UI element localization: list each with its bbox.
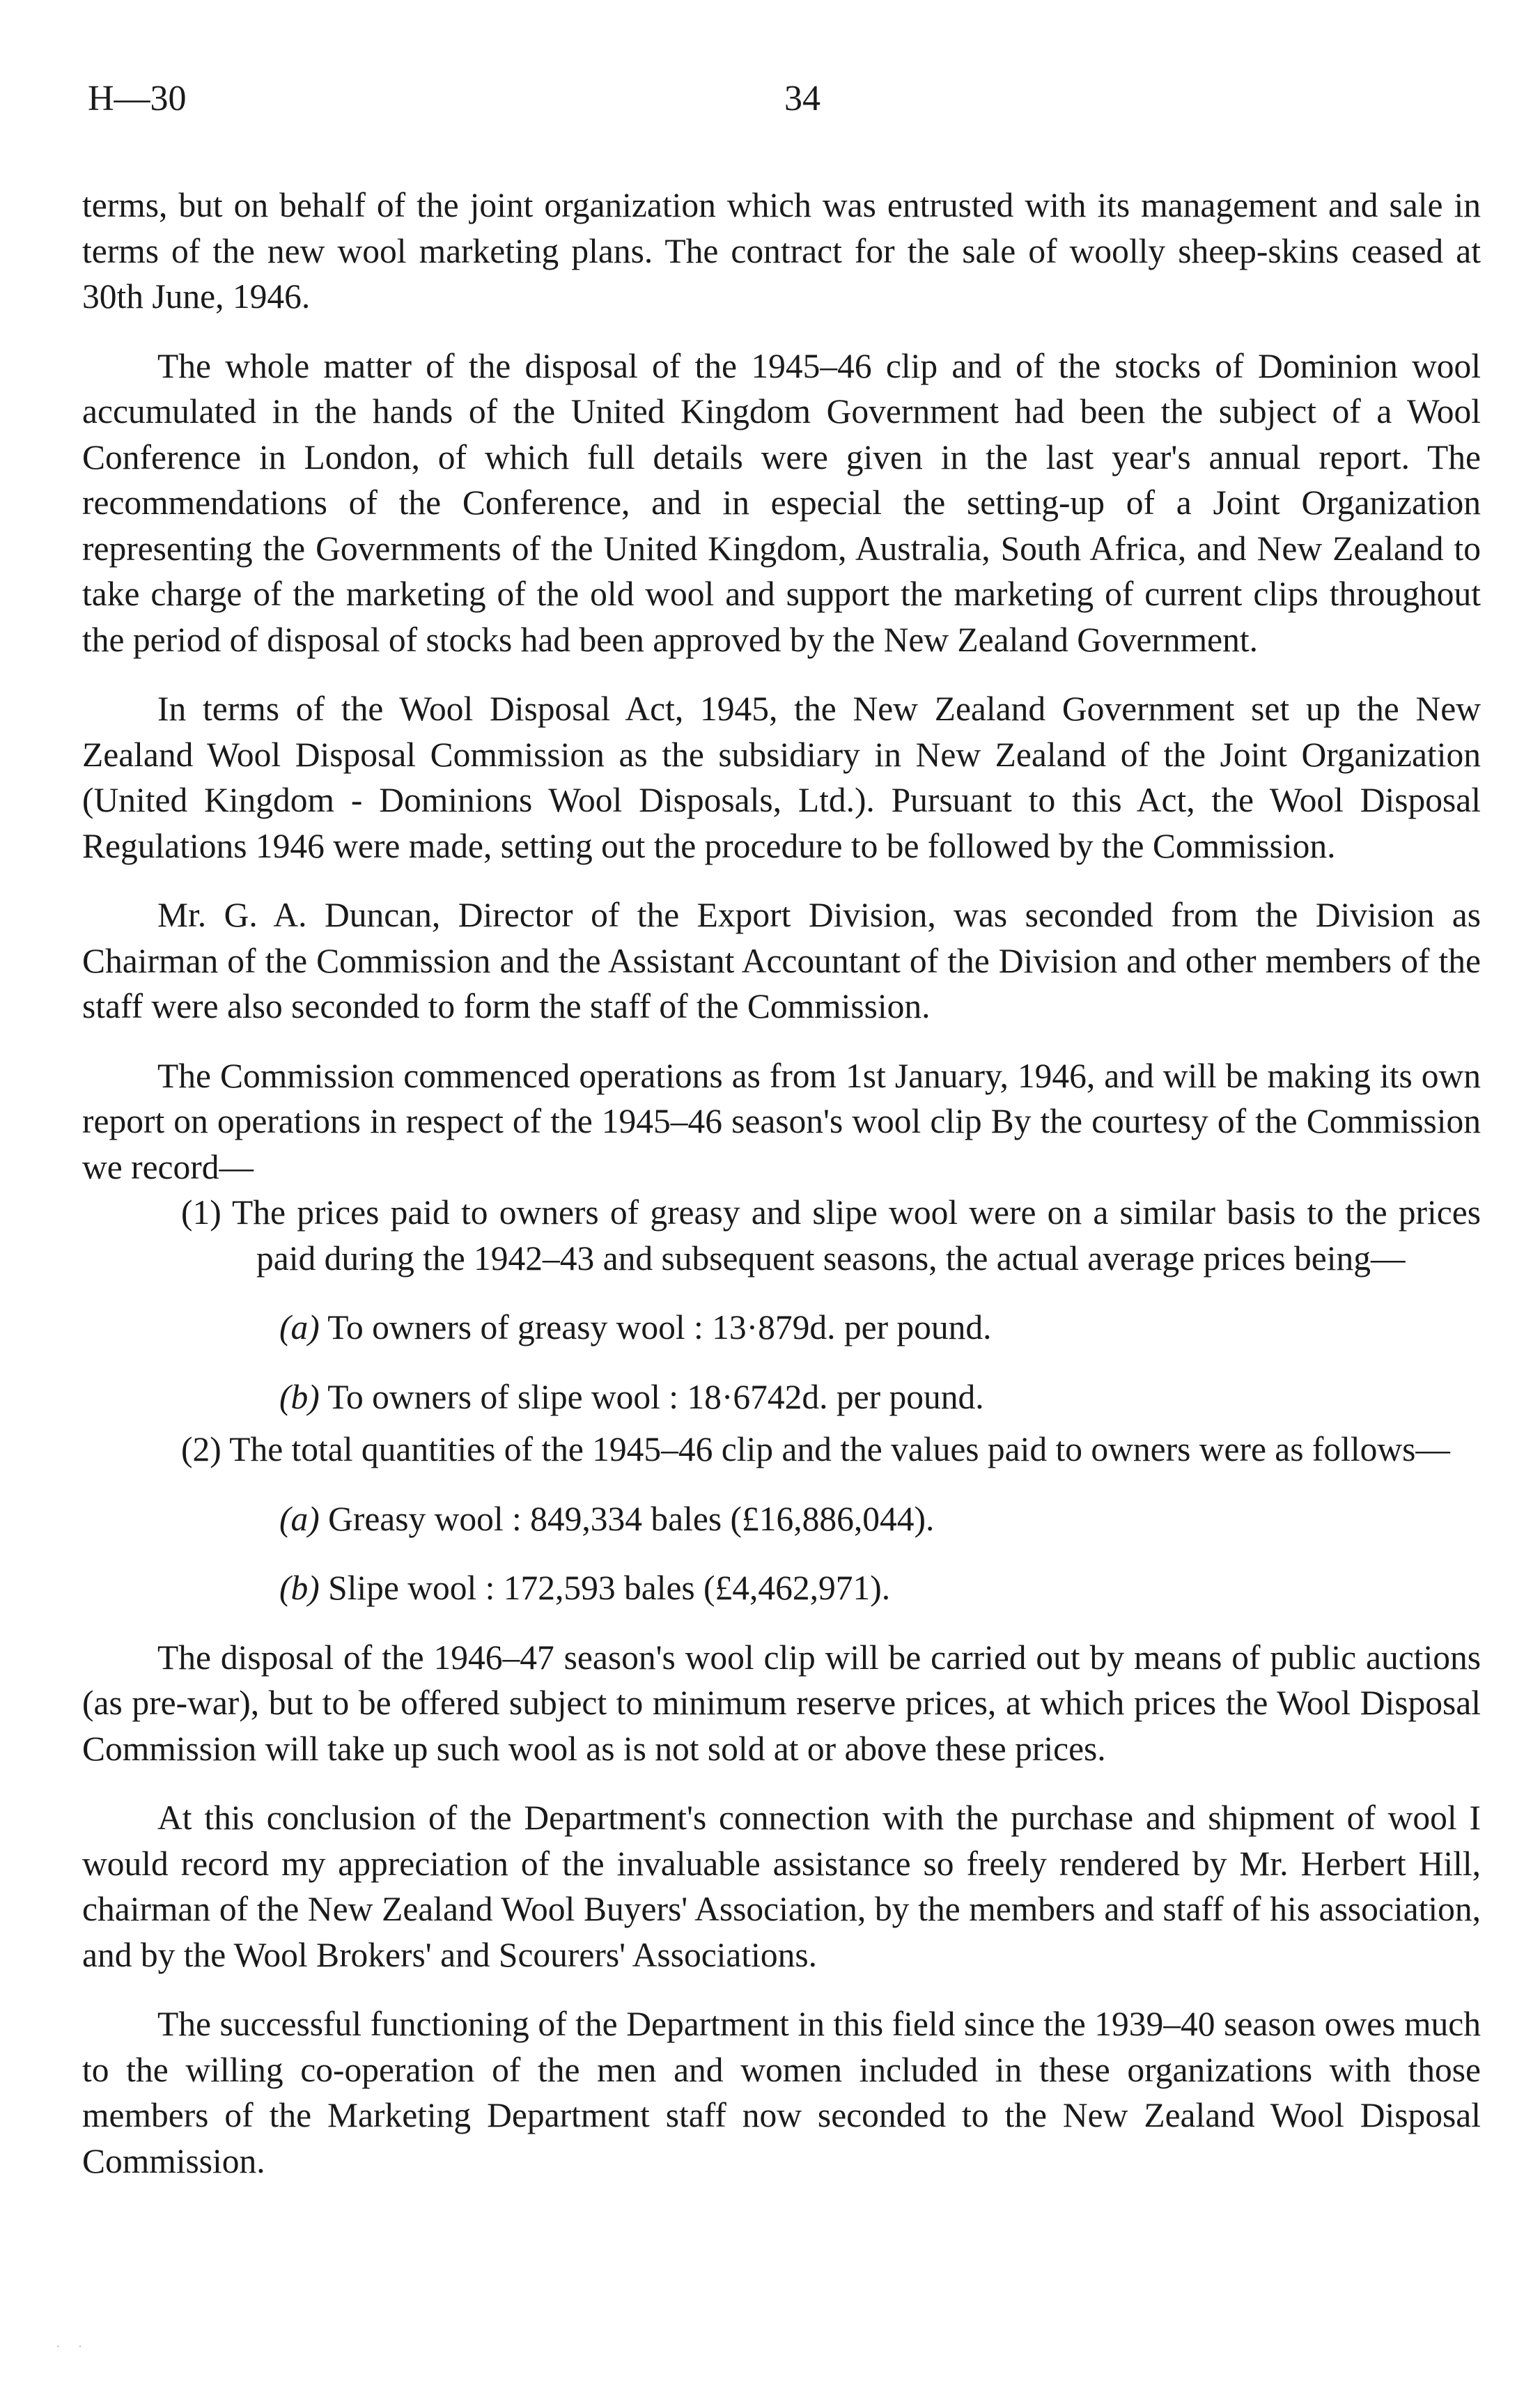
paragraph: In terms of the Wool Disposal Act, 1945, the New Zealand Government set up the New Zealand Wool Disposal Commission as the subsidiary in New Zealand of the Joint Organization (United Kingdom - Dominions Wool Disposals, Ltd.). Pursuant to this Act, the Wool Disposal Regulations 1946 were made, setting out the procedure to be followed by the Commission.	[82, 690, 1481, 865]
sub-item-label: (a)	[279, 1499, 320, 1538]
list-item-text: The total quantities of the 1945–46 clip and the values paid to owners were as follows—	[229, 1430, 1450, 1468]
sub-item-label: (a)	[279, 1308, 320, 1346]
numbered-list	[82, 1190, 1481, 1611]
sub-list-item	[82, 1374, 1481, 1420]
paragraph: The disposal of the 1946–47 season's wool clip will be carried out by means of public auctions (as pre-war), but to be offered subject to minimum reserve prices, at which prices the Wool Disposal Commission will take up such wool as is not sold at or above these prices.	[82, 1638, 1481, 1768]
sub-item-text: Greasy wool : 849,334 bales (£16,886,044).	[328, 1499, 935, 1538]
sub-list-item	[82, 1496, 1481, 1542]
list-item-text: The prices paid to owners of greasy and slipe wool were on a similar basis to the prices paid during the 1942–43 and subsequent seasons, the actual average prices being—	[232, 1193, 1481, 1278]
sub-list-item	[82, 1565, 1481, 1611]
document-reference: H—30	[88, 79, 187, 118]
document-body	[82, 183, 1481, 2207]
list-item	[82, 1427, 1481, 1473]
list-item-number: (2)	[181, 1430, 221, 1468]
scan-speck-mark: · ·	[56, 2339, 90, 2354]
paragraph: The successful functioning of the Department in this field since the 1939–40 season owes much to the willing co-operation of the men and women included in these organizations with those members of the Marketing Department staff now seconded to the New Zealand Wool Disposal Commission.	[82, 2005, 1481, 2180]
sub-item-text: To owners of greasy wool : 13·879d. per pound.	[327, 1308, 992, 1346]
paragraph: At this conclusion of the Department's connection with the purchase and shipment of wool I would record my appreciation of the invaluable assistance so freely rendered by Mr. Herbert Hill, chairman of the New Zealand Wool Buyers' Association, by the members and staff of his association, and by the Wool Brokers' and Scourers' Associations.	[82, 1799, 1481, 1974]
sub-item-text: Slipe wool : 172,593 bales (£4,462,971).	[328, 1569, 891, 1607]
paragraph: The Commission commenced operations as from 1st January, 1946, and will be making its own report on operations in respect of the 1945–46 season's wool clip By the courtesy of the Commission we record—	[82, 1056, 1481, 1186]
page-number: 34	[784, 79, 820, 118]
paragraph: The whole matter of the disposal of the 1945–46 clip and of the stocks of Dominion wool accumulated in the hands of the United Kingdom Government had been the subject of a Wool Conference in London, of which full details were given in the last year's annual report. The recommendations of the Conference, and in especial the setting-up of a Joint Organization representing the Governments of the United Kingdom, Australia, South Africa, and New Zealand to take charge of the marketing of the old wool and support the marketing of current clips throughout the period of disposal of stocks had been approved by the New Zealand Government.	[82, 346, 1481, 659]
list-item	[82, 1190, 1481, 1281]
sub-list-item	[82, 1305, 1481, 1351]
paragraph: terms, but on behalf of the joint organization which was entrusted with its management and sale in terms of the new wool marketing plans. The contract for the sale of woolly sheep-skins ceased at 30th June, 1946.	[82, 186, 1481, 316]
paragraph: Mr. G. A. Duncan, Director of the Export Division, was seconded from the Division as Chairman of the Commission and the Assistant Accountant of the Division and other members of the staff were also seconded to form the staff of the Commission.	[82, 896, 1481, 1025]
sub-item-label: (b)	[279, 1569, 320, 1607]
sub-item-text: To owners of slipe wool : 18·6742d. per pound.	[327, 1377, 984, 1416]
sub-item-label: (b)	[279, 1377, 320, 1416]
list-item-number: (1)	[181, 1193, 221, 1232]
page-header	[88, 78, 1474, 127]
